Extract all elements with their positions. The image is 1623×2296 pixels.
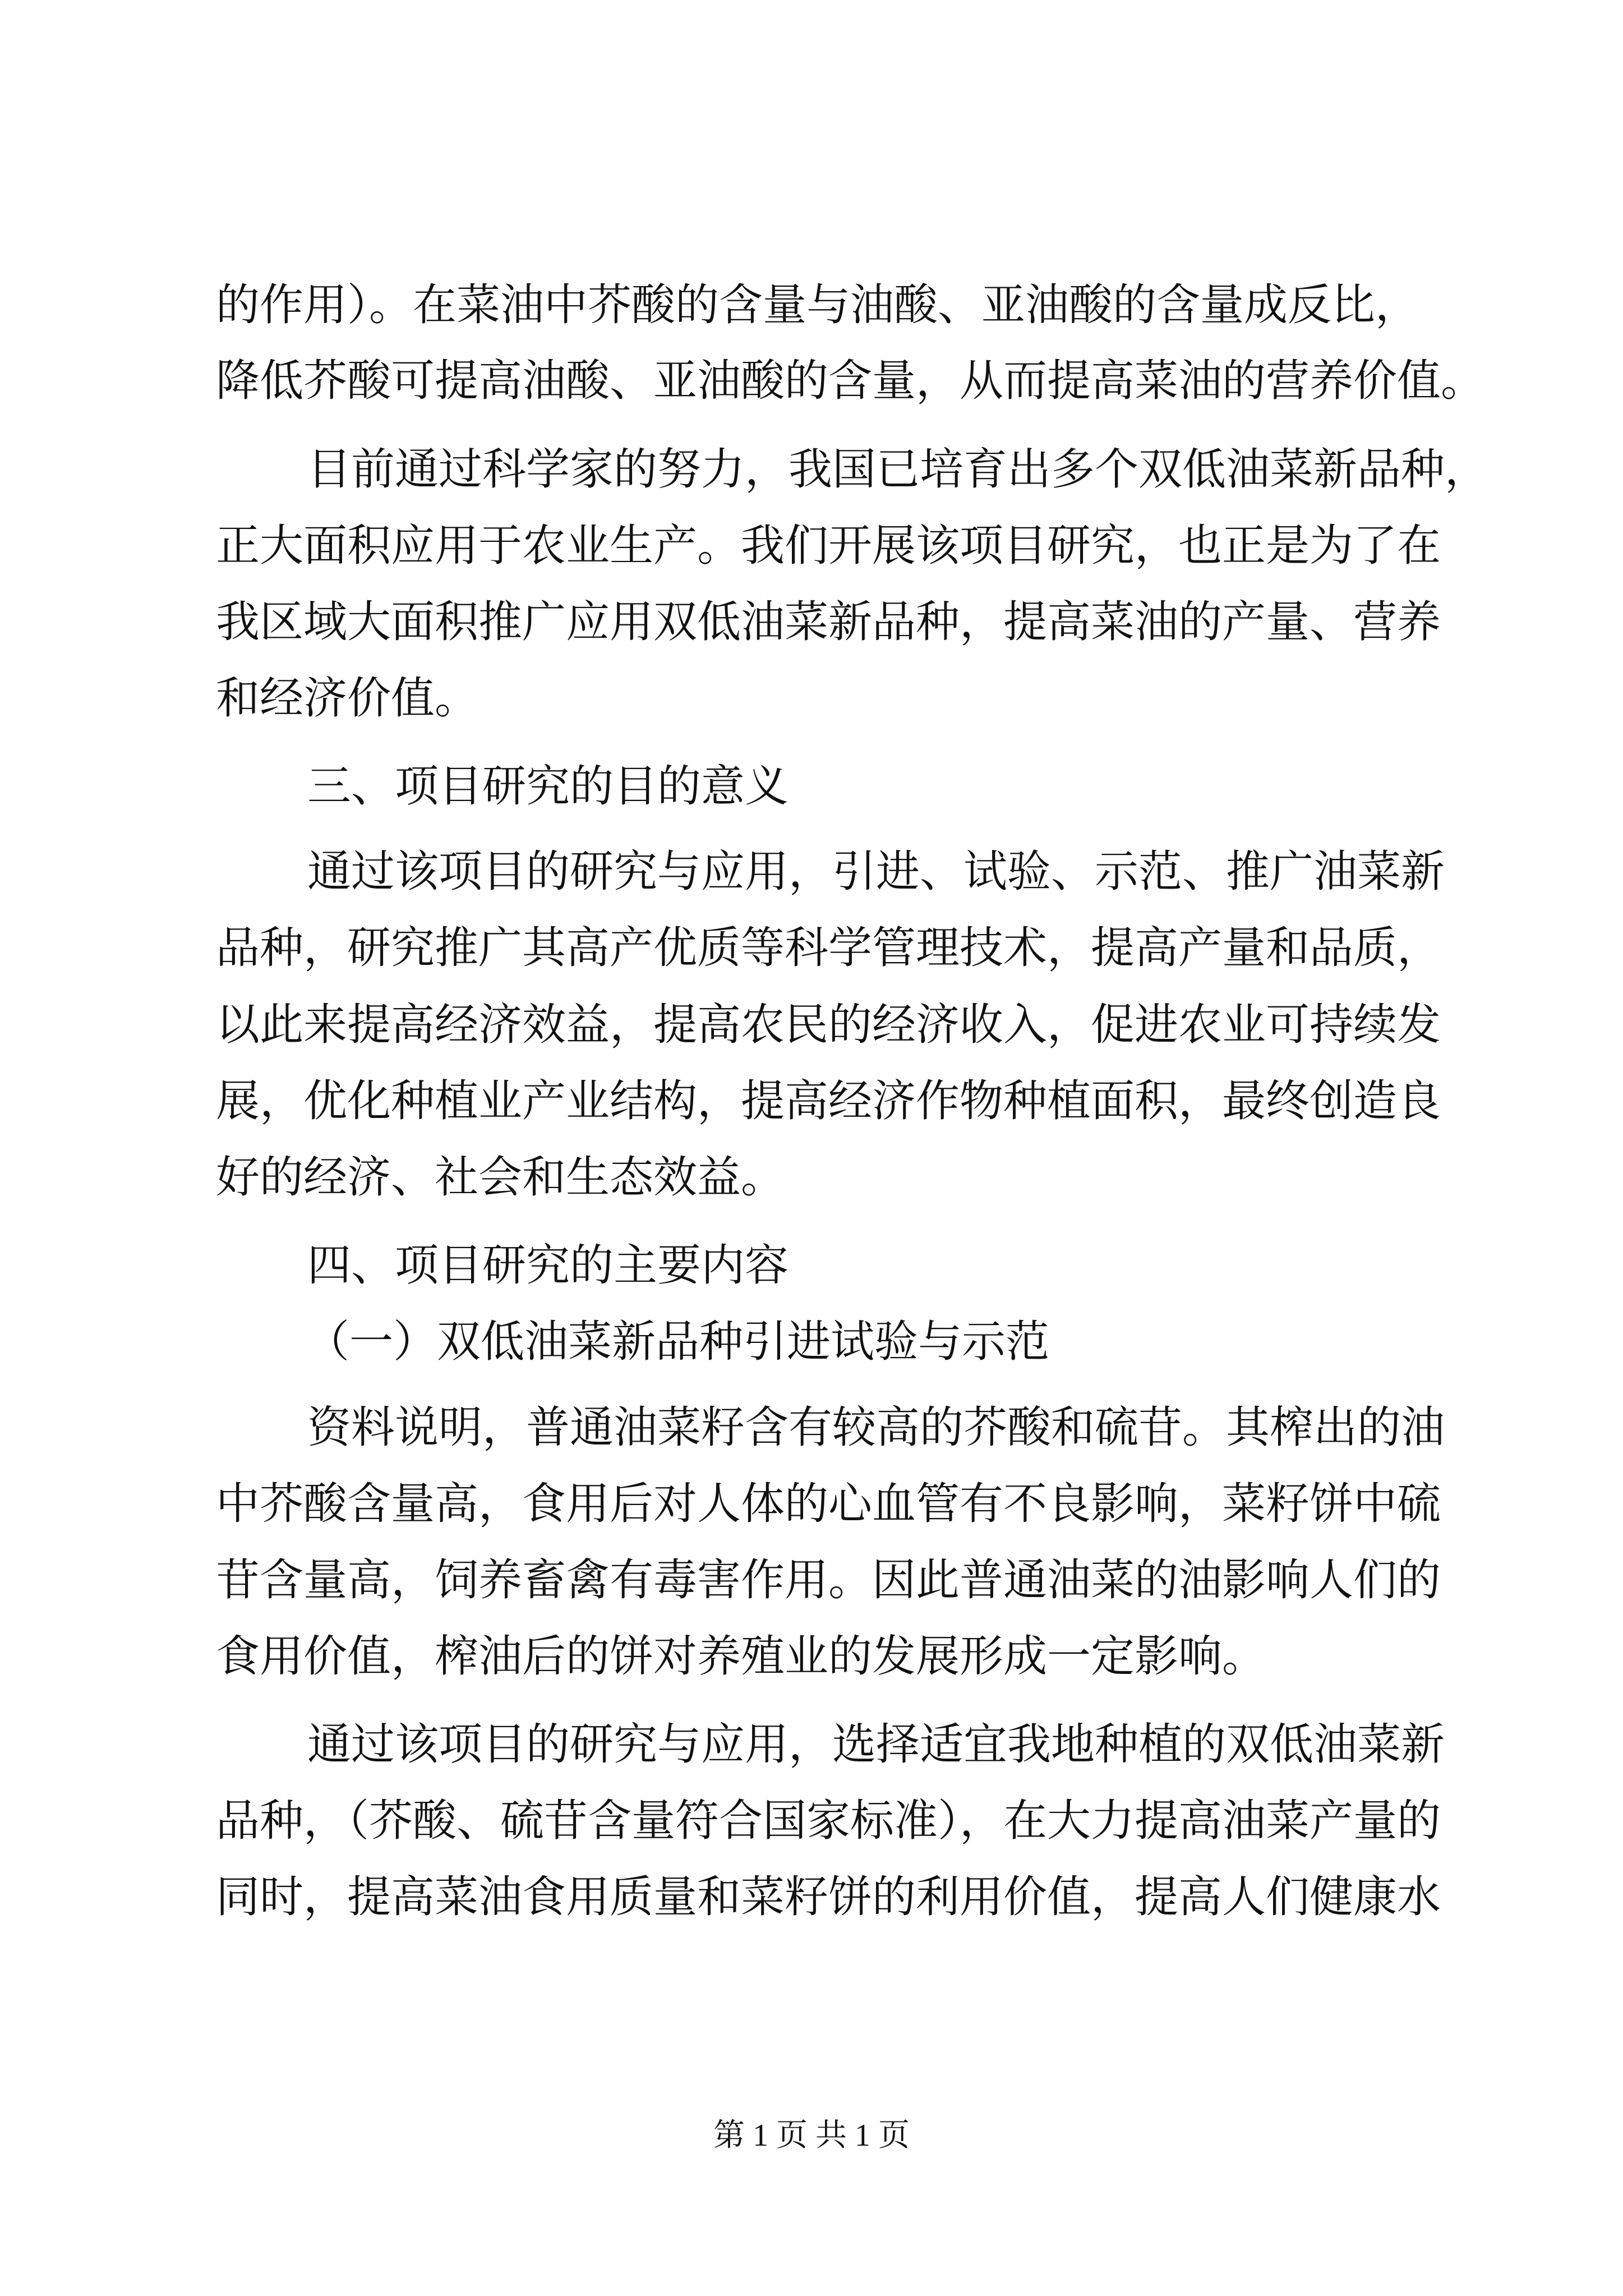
text-line-15: 资料说明，普通油菜籽含有较高的芥酸和硫苷。其榨出的油 [307,1402,1445,1453]
page-footer: 第 1 页 共 1 页 [713,2118,910,2153]
text-line-5: 我区域大面积推广应用双低油菜新品种，提高菜油的产量、营养 [216,597,1441,647]
section-heading-3: 三、项目研究的目的意义 [307,761,789,812]
text-line-16: 中芥酸含量高，食用后对人体的心血管有不良影响，菜籽饼中硫 [216,1479,1441,1529]
text-line-11: 展，优化种植业产业结构，提高经济作物种植面积，最终创造良 [216,1076,1441,1126]
text-line-17: 苷含量高，饲养畜禽有毒害作用。因此普通油菜的油影响人们的 [216,1555,1441,1605]
section-heading-4: 四、项目研究的主要内容 [307,1240,789,1291]
text-line-21: 同时，提高菜油食用质量和菜籽饼的利用价值，提高人们健康水 [216,1872,1441,1922]
text-line-18: 食用价值，榨油后的饼对养殖业的发展形成一定影响。 [216,1631,1266,1682]
text-line-1: 的作用）。在菜油中芥酸的含量与油酸、亚油酸的含量成反比， [216,280,1419,330]
text-line-6: 和经济价值。 [216,673,479,724]
text-line-2: 降低芥酸可提高油酸、亚油酸的含量，从而提高菜油的营养价值。 [216,356,1485,406]
text-line-20: 品种，（芥酸、硫苷含量符合国家标准），在大力提高油菜产量的 [216,1796,1441,1846]
text-line-12: 好的经济、社会和生态效益。 [216,1152,785,1203]
text-line-10: 以此来提高经济效益，提高农民的经济收入，促进农业可持续发 [216,1000,1441,1050]
subsection-heading-1: （一）双低油菜新品种引进试验与示范 [306,1317,1050,1367]
text-line-19: 通过该项目的研究与应用，选择适宜我地种植的双低油菜新 [307,1719,1445,1770]
text-line-9: 品种，研究推广其高产优质等科学管理技术，提高产量和品质， [216,923,1441,973]
text-line-3: 目前通过科学家的努力，我国已培育出多个双低油菜新品种， [307,444,1489,495]
text-line-4: 正大面积应用于农业生产。我们开展该项目研究，也正是为了在 [216,521,1441,571]
text-line-8: 通过该项目的研究与应用，引进、试验、示范、推广油菜新 [307,846,1445,897]
